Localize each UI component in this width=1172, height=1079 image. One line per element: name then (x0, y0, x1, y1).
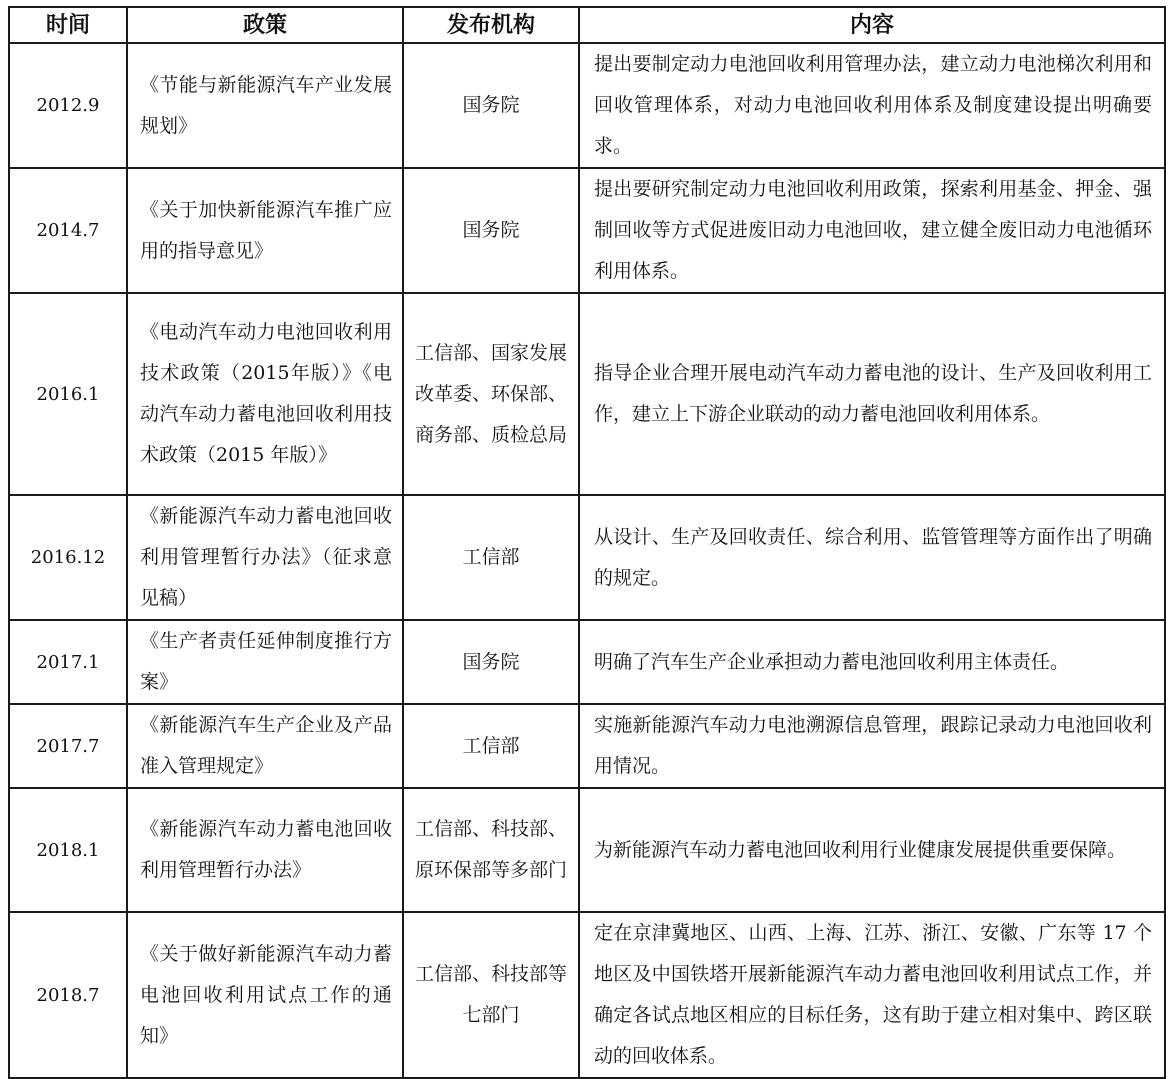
row-content: 指导企业合理开展电动汽车动力蓄电池的设计、生产及回收利用工作，建立上下游企业联动的动力蓄电池回收利用体系。 (579, 293, 1165, 495)
row-content: 为新能源汽车动力蓄电池回收利用行业健康发展提供重要保障。 (579, 788, 1165, 912)
row-policy: 《新能源汽车动力蓄电池回收利用管理暂行办法》 (127, 788, 403, 912)
row-time: 2016.12 (9, 495, 127, 620)
row-time: 2017.7 (9, 704, 127, 788)
row-org: 工信部、科技部、原环保部等多部门 (403, 788, 579, 912)
row-content: 明确了汽车生产企业承担动力蓄电池回收利用主体责任。 (579, 620, 1165, 704)
row-org: 工信部、科技部等七部门 (403, 912, 579, 1078)
table-row (9, 788, 1165, 912)
row-time: 2016.1 (9, 293, 127, 495)
row-content: 提出要研究制定动力电池回收利用政策，探索利用基金、押金、强制回收等方式促进废旧动力电池回收，建立健全废旧动力电池循环利用体系。 (579, 168, 1165, 293)
header-content: 内容 (579, 7, 1165, 43)
row-policy: 《新能源汽车生产企业及产品准入管理规定》 (127, 704, 403, 788)
header-org: 发布机构 (403, 7, 579, 43)
row-policy: 《关于做好新能源汽车动力蓄电池回收利用试点工作的通知》 (127, 912, 403, 1078)
header-time: 时间 (9, 7, 127, 43)
table-row (9, 293, 1165, 495)
policy-table (8, 6, 1166, 1079)
row-policy: 《新能源汽车动力蓄电池回收利用管理暂行办法》（征求意见稿） (127, 495, 403, 620)
row-content: 从设计、生产及回收责任、综合利用、监管管理等方面作出了明确的规定。 (579, 495, 1165, 620)
row-time: 2018.1 (9, 788, 127, 912)
row-time: 2014.7 (9, 168, 127, 293)
row-content: 提出要制定动力电池回收利用管理办法，建立动力电池梯次利用和回收管理体系，对动力电池回收利用体系及制度建设提出明确要求。 (579, 43, 1165, 168)
row-content: 实施新能源汽车动力电池溯源信息管理，跟踪记录动力电池回收利用情况。 (579, 704, 1165, 788)
table-header-row (9, 7, 1165, 43)
row-org: 国务院 (403, 43, 579, 168)
row-time: 2012.9 (9, 43, 127, 168)
row-policy: 《电动汽车动力电池回收利用技术政策（2015年版）》《电动汽车动力蓄电池回收利用技术政策（2015 年版）》 (127, 293, 403, 495)
row-org: 工信部、国家发展改革委、环保部、商务部、质检总局 (403, 293, 579, 495)
row-policy: 《关于加快新能源汽车推广应用的指导意见》 (127, 168, 403, 293)
row-org: 国务院 (403, 168, 579, 293)
row-policy: 《生产者责任延伸制度推行方案》 (127, 620, 403, 704)
table-row (9, 620, 1165, 704)
row-time: 2017.1 (9, 620, 127, 704)
row-org: 工信部 (403, 495, 579, 620)
row-org: 国务院 (403, 620, 579, 704)
table-row (9, 912, 1165, 1078)
row-org: 工信部 (403, 704, 579, 788)
policy-table-container (8, 6, 1166, 1079)
row-time: 2018.7 (9, 912, 127, 1078)
table-row (9, 43, 1165, 168)
table-row (9, 704, 1165, 788)
row-content: 定在京津冀地区、山西、上海、江苏、浙江、安徽、广东等 17 个地区及中国铁塔开展新能源汽车动力蓄电池回收利用试点工作，并确定各试点地区相应的目标任务，这有助于建立相对集中、跨区联动的回收体系。 (579, 912, 1165, 1078)
header-policy: 政策 (127, 7, 403, 43)
table-row (9, 168, 1165, 293)
table-row (9, 495, 1165, 620)
row-policy: 《节能与新能源汽车产业发展规划》 (127, 43, 403, 168)
